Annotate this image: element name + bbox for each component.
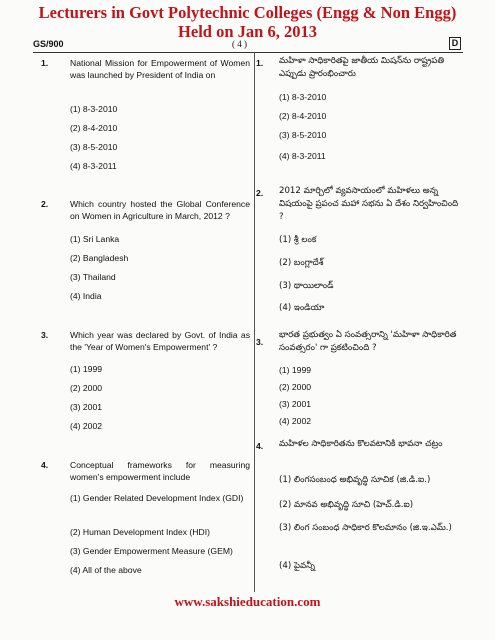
en-q2-question: Which country hosted the Global Conference on Women in Agriculture in March, 2012 ? — [70, 199, 250, 221]
te-q1-option-1: (1) 8-3-2010 — [279, 92, 327, 102]
te-q2-option-2: (2) బంగ్లాదేశ్ — [279, 258, 324, 268]
te-q4-option-3: (3) లింగ సంబంధ సాధికార కొలమానం (జి.ఇ.ఎమ్.) — [279, 523, 452, 533]
en-q2-option-2: (2) Bangladesh — [70, 253, 129, 263]
header-title-line2: Held on Jan 6, 2013 — [178, 22, 317, 41]
en-q1-option-2: (2) 8-4-2010 — [70, 123, 118, 133]
te-q4-question: మహిళల సాధికారితను కొలవటానికి భావనా చట్రం — [279, 439, 443, 449]
en-q2-number: 2. — [41, 199, 49, 209]
te-q3-option-4: (4) 2002 — [279, 416, 312, 426]
en-q1-question: National Mission for Empowerment of Women was launched by President of India on — [70, 58, 250, 80]
series-badge: D — [449, 37, 461, 50]
en-q3-question: Which year was declared by Govt. of India as the 'Year of Women's Empowerment' ? — [70, 330, 250, 352]
te-q3-option-2: (2) 2000 — [279, 382, 312, 392]
en-q2-option-1: (1) Sri Lanka — [70, 234, 120, 244]
te-q2-option-3: (3) థాయిలాండ్ — [279, 281, 334, 291]
te-q3-question: భారత ప్రభుత్వం ఏ సంవత్సరాన్ని 'మహిళా సాధికారిత సంవత్సరం' గా ప్రకటించింది ? — [279, 330, 457, 353]
footer-website: www.sakshieducation.com — [174, 594, 321, 609]
te-q3-option-3: (3) 2001 — [279, 399, 312, 409]
en-q1-option-1: (1) 8-3-2010 — [70, 104, 118, 114]
te-q2-number: 2. — [256, 188, 264, 198]
te-q2-option-4: (4) ఇండియా — [279, 303, 325, 313]
paper-code: GS/900 — [33, 39, 64, 49]
en-q4-question: Conceptual frameworks for measuring women's empowerment include — [70, 460, 250, 482]
en-q3-option-4: (4) 2002 — [70, 421, 103, 431]
en-q1-option-3: (3) 8-5-2010 — [70, 142, 118, 152]
te-q4-option-4: (4) పైవన్నీ — [279, 561, 316, 571]
te-q4-number: 4. — [256, 441, 264, 451]
te-q2-option-1: (1) శ్రీ లంక — [279, 235, 317, 245]
en-q2-option-4: (4) India — [70, 291, 102, 301]
en-q3-option-1: (1) 1999 — [70, 364, 103, 374]
te-q1-option-3: (3) 8-5-2010 — [279, 130, 327, 140]
te-q1-question: మహిళా సాధికారితపై జాతీయ మిషన్‌ను రాష్ట్రపతి ఎప్పుడు ప్రారంభించారు — [279, 56, 445, 79]
en-q3-option-3: (3) 2001 — [70, 402, 103, 412]
en-q4-option-3: (3) Gender Empowerment Measure (GEM) — [70, 546, 233, 556]
en-q4-number: 4. — [41, 460, 49, 470]
en-q4-option-4: (4) All of the above — [70, 565, 142, 575]
en-q3-number: 3. — [41, 330, 49, 340]
header-title-line1: Lecturers in Govt Polytechnic Colleges (Engg & Non Engg) — [38, 3, 457, 22]
te-q2-question: 2012 మార్చిలో వ్యవసాయంలో మహిళలు అన్న విషయంపై ప్రపంచ మహా సభను ఏ దేశం నిర్వహించింది ? — [279, 186, 459, 222]
te-q1-option-2: (2) 8-4-2010 — [279, 111, 327, 121]
te-q1-option-4: (4) 8-3-2011 — [279, 151, 326, 161]
te-q4-option-2: (2) మానవ అభివృద్ధి సూచి (హెచ్.డి.ఐ) — [279, 500, 414, 510]
header-rule — [33, 52, 463, 53]
te-q3-option-1: (1) 1999 — [279, 365, 312, 375]
page-number: ( 4 ) — [232, 39, 247, 49]
en-q2-option-3: (3) Thailand — [70, 272, 116, 282]
te-q1-number: 1. — [256, 58, 264, 68]
te-q4-option-1: (1) లింగసంబంధ అభివృద్ధి సూచిక (జి.డి.ఐ.) — [279, 475, 431, 485]
en-q3-option-2: (2) 2000 — [70, 383, 103, 393]
en-q4-option-2: (2) Human Development Index (HDI) — [70, 527, 210, 537]
te-q3-number: 3. — [256, 337, 264, 347]
en-q1-number: 1. — [41, 58, 49, 68]
en-q4-option-1: (1) Gender Related Development Index (GDI) — [70, 493, 244, 503]
column-divider — [254, 52, 255, 592]
en-q1-option-4: (4) 8-3-2011 — [70, 161, 117, 171]
